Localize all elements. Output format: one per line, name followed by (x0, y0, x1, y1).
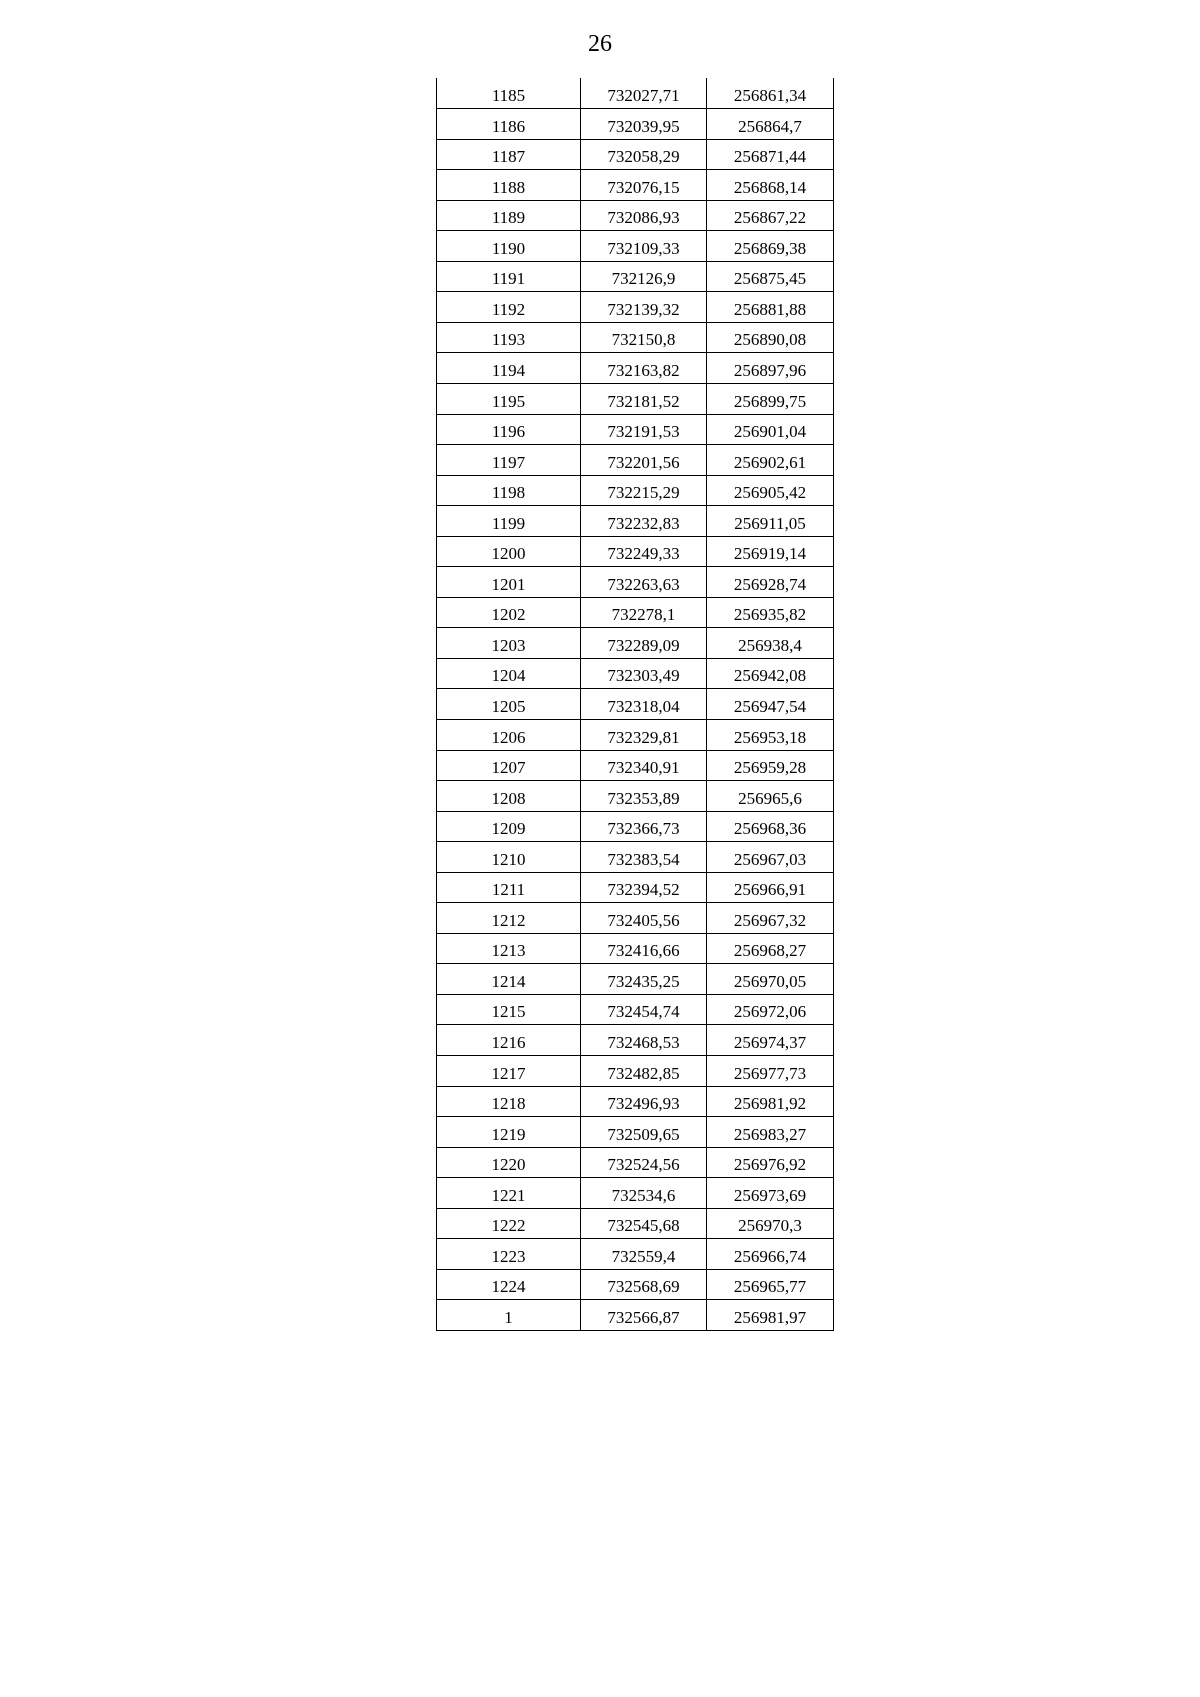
point-number-cell: 1193 (437, 322, 581, 353)
y-coordinate-cell: 256871,44 (707, 139, 834, 170)
x-coordinate-cell: 732366,73 (581, 811, 707, 842)
x-coordinate-cell: 732278,1 (581, 597, 707, 628)
point-number-cell: 1194 (437, 353, 581, 384)
table-row (437, 872, 834, 903)
point-number-cell: 1210 (437, 842, 581, 873)
y-coordinate-cell: 256972,06 (707, 994, 834, 1025)
table-row (437, 414, 834, 445)
table-row (437, 1269, 834, 1300)
y-coordinate-cell: 256867,22 (707, 200, 834, 231)
y-coordinate-cell: 256919,14 (707, 536, 834, 567)
y-coordinate-cell: 256965,77 (707, 1269, 834, 1300)
table-row (437, 903, 834, 934)
point-number-cell: 1219 (437, 1117, 581, 1148)
table-row (437, 1025, 834, 1056)
x-coordinate-cell: 732545,68 (581, 1208, 707, 1239)
y-coordinate-cell: 256861,34 (707, 78, 834, 109)
point-number-cell: 1221 (437, 1178, 581, 1209)
point-number-cell: 1216 (437, 1025, 581, 1056)
point-number-cell: 1223 (437, 1239, 581, 1270)
point-number-cell: 1217 (437, 1056, 581, 1087)
point-number-cell: 1200 (437, 536, 581, 567)
point-number-cell: 1212 (437, 903, 581, 934)
table-row (437, 719, 834, 750)
point-number-cell: 1204 (437, 658, 581, 689)
x-coordinate-cell: 732534,6 (581, 1178, 707, 1209)
point-number-cell: 1208 (437, 781, 581, 812)
x-coordinate-cell: 732435,25 (581, 964, 707, 995)
point-number-cell: 1201 (437, 567, 581, 598)
x-coordinate-cell: 732232,83 (581, 506, 707, 537)
coordinates-table (436, 78, 834, 1331)
y-coordinate-cell: 256868,14 (707, 170, 834, 201)
table-row (437, 1178, 834, 1209)
x-coordinate-cell: 732201,56 (581, 445, 707, 476)
table-row (437, 139, 834, 170)
x-coordinate-cell: 732559,4 (581, 1239, 707, 1270)
y-coordinate-cell: 256981,97 (707, 1300, 834, 1331)
point-number-cell: 1213 (437, 933, 581, 964)
y-coordinate-cell: 256965,6 (707, 781, 834, 812)
point-number-cell: 1206 (437, 719, 581, 750)
page-number: 26 (588, 31, 612, 57)
table-row (437, 689, 834, 720)
x-coordinate-cell: 732509,65 (581, 1117, 707, 1148)
x-coordinate-cell: 732086,93 (581, 200, 707, 231)
point-number-cell: 1188 (437, 170, 581, 201)
point-number-cell: 1220 (437, 1147, 581, 1178)
x-coordinate-cell: 732076,15 (581, 170, 707, 201)
y-coordinate-cell: 256953,18 (707, 719, 834, 750)
y-coordinate-cell: 256881,88 (707, 292, 834, 323)
point-number-cell: 1185 (437, 78, 581, 109)
table-row (437, 658, 834, 689)
table-row (437, 109, 834, 140)
coordinates-table-body (437, 78, 834, 1330)
y-coordinate-cell: 256970,3 (707, 1208, 834, 1239)
x-coordinate-cell: 732249,33 (581, 536, 707, 567)
x-coordinate-cell: 732468,53 (581, 1025, 707, 1056)
table-row (437, 1208, 834, 1239)
table-row (437, 964, 834, 995)
x-coordinate-cell: 732303,49 (581, 658, 707, 689)
point-number-cell: 1191 (437, 261, 581, 292)
point-number-cell: 1196 (437, 414, 581, 445)
x-coordinate-cell: 732289,09 (581, 628, 707, 659)
point-number-cell: 1187 (437, 139, 581, 170)
table-row (437, 231, 834, 262)
y-coordinate-cell: 256981,92 (707, 1086, 834, 1117)
point-number-cell: 1 (437, 1300, 581, 1331)
point-number-cell: 1215 (437, 994, 581, 1025)
x-coordinate-cell: 732163,82 (581, 353, 707, 384)
x-coordinate-cell: 732454,74 (581, 994, 707, 1025)
table-row (437, 536, 834, 567)
y-coordinate-cell: 256967,32 (707, 903, 834, 934)
table-row (437, 322, 834, 353)
y-coordinate-cell: 256968,27 (707, 933, 834, 964)
x-coordinate-cell: 732568,69 (581, 1269, 707, 1300)
table-row (437, 781, 834, 812)
y-coordinate-cell: 256901,04 (707, 414, 834, 445)
table-row (437, 261, 834, 292)
table-row (437, 567, 834, 598)
table-row (437, 1300, 834, 1331)
x-coordinate-cell: 732353,89 (581, 781, 707, 812)
table-row (437, 811, 834, 842)
table-row (437, 750, 834, 781)
y-coordinate-cell: 256966,74 (707, 1239, 834, 1270)
y-coordinate-cell: 256942,08 (707, 658, 834, 689)
y-coordinate-cell: 256947,54 (707, 689, 834, 720)
table-row (437, 1239, 834, 1270)
y-coordinate-cell: 256875,45 (707, 261, 834, 292)
point-number-cell: 1190 (437, 231, 581, 262)
x-coordinate-cell: 732263,63 (581, 567, 707, 598)
point-number-cell: 1203 (437, 628, 581, 659)
table-row (437, 445, 834, 476)
x-coordinate-cell: 732215,29 (581, 475, 707, 506)
y-coordinate-cell: 256976,92 (707, 1147, 834, 1178)
point-number-cell: 1205 (437, 689, 581, 720)
x-coordinate-cell: 732150,8 (581, 322, 707, 353)
point-number-cell: 1195 (437, 383, 581, 414)
x-coordinate-cell: 732039,95 (581, 109, 707, 140)
y-coordinate-cell: 256959,28 (707, 750, 834, 781)
table-row (437, 628, 834, 659)
table-row (437, 200, 834, 231)
y-coordinate-cell: 256966,91 (707, 872, 834, 903)
point-number-cell: 1197 (437, 445, 581, 476)
y-coordinate-cell: 256967,03 (707, 842, 834, 873)
y-coordinate-cell: 256905,42 (707, 475, 834, 506)
point-number-cell: 1218 (437, 1086, 581, 1117)
point-number-cell: 1198 (437, 475, 581, 506)
table-row (437, 597, 834, 628)
x-coordinate-cell: 732416,66 (581, 933, 707, 964)
table-row (437, 170, 834, 201)
y-coordinate-cell: 256911,05 (707, 506, 834, 537)
table-row (437, 292, 834, 323)
point-number-cell: 1192 (437, 292, 581, 323)
y-coordinate-cell: 256890,08 (707, 322, 834, 353)
x-coordinate-cell: 732109,33 (581, 231, 707, 262)
x-coordinate-cell: 732139,32 (581, 292, 707, 323)
x-coordinate-cell: 732482,85 (581, 1056, 707, 1087)
x-coordinate-cell: 732524,56 (581, 1147, 707, 1178)
table-row (437, 78, 834, 109)
point-number-cell: 1224 (437, 1269, 581, 1300)
table-row (437, 933, 834, 964)
table-row (437, 994, 834, 1025)
x-coordinate-cell: 732191,53 (581, 414, 707, 445)
x-coordinate-cell: 732566,87 (581, 1300, 707, 1331)
y-coordinate-cell: 256968,36 (707, 811, 834, 842)
table-row (437, 1147, 834, 1178)
y-coordinate-cell: 256973,69 (707, 1178, 834, 1209)
x-coordinate-cell: 732496,93 (581, 1086, 707, 1117)
y-coordinate-cell: 256977,73 (707, 1056, 834, 1087)
y-coordinate-cell: 256974,37 (707, 1025, 834, 1056)
point-number-cell: 1207 (437, 750, 581, 781)
y-coordinate-cell: 256935,82 (707, 597, 834, 628)
point-number-cell: 1209 (437, 811, 581, 842)
point-number-cell: 1202 (437, 597, 581, 628)
y-coordinate-cell: 256938,4 (707, 628, 834, 659)
x-coordinate-cell: 732181,52 (581, 383, 707, 414)
point-number-cell: 1199 (437, 506, 581, 537)
table-row (437, 842, 834, 873)
point-number-cell: 1211 (437, 872, 581, 903)
y-coordinate-cell: 256983,27 (707, 1117, 834, 1148)
x-coordinate-cell: 732027,71 (581, 78, 707, 109)
y-coordinate-cell: 256970,05 (707, 964, 834, 995)
y-coordinate-cell: 256928,74 (707, 567, 834, 598)
y-coordinate-cell: 256899,75 (707, 383, 834, 414)
x-coordinate-cell: 732405,56 (581, 903, 707, 934)
table-row (437, 353, 834, 384)
x-coordinate-cell: 732126,9 (581, 261, 707, 292)
y-coordinate-cell: 256864,7 (707, 109, 834, 140)
point-number-cell: 1186 (437, 109, 581, 140)
table-row (437, 1117, 834, 1148)
x-coordinate-cell: 732058,29 (581, 139, 707, 170)
table-row (437, 383, 834, 414)
y-coordinate-cell: 256897,96 (707, 353, 834, 384)
y-coordinate-cell: 256902,61 (707, 445, 834, 476)
point-number-cell: 1214 (437, 964, 581, 995)
x-coordinate-cell: 732340,91 (581, 750, 707, 781)
table-row (437, 506, 834, 537)
x-coordinate-cell: 732383,54 (581, 842, 707, 873)
table-row (437, 475, 834, 506)
y-coordinate-cell: 256869,38 (707, 231, 834, 262)
x-coordinate-cell: 732318,04 (581, 689, 707, 720)
table-row (437, 1086, 834, 1117)
point-number-cell: 1222 (437, 1208, 581, 1239)
x-coordinate-cell: 732329,81 (581, 719, 707, 750)
point-number-cell: 1189 (437, 200, 581, 231)
x-coordinate-cell: 732394,52 (581, 872, 707, 903)
table-row (437, 1056, 834, 1087)
